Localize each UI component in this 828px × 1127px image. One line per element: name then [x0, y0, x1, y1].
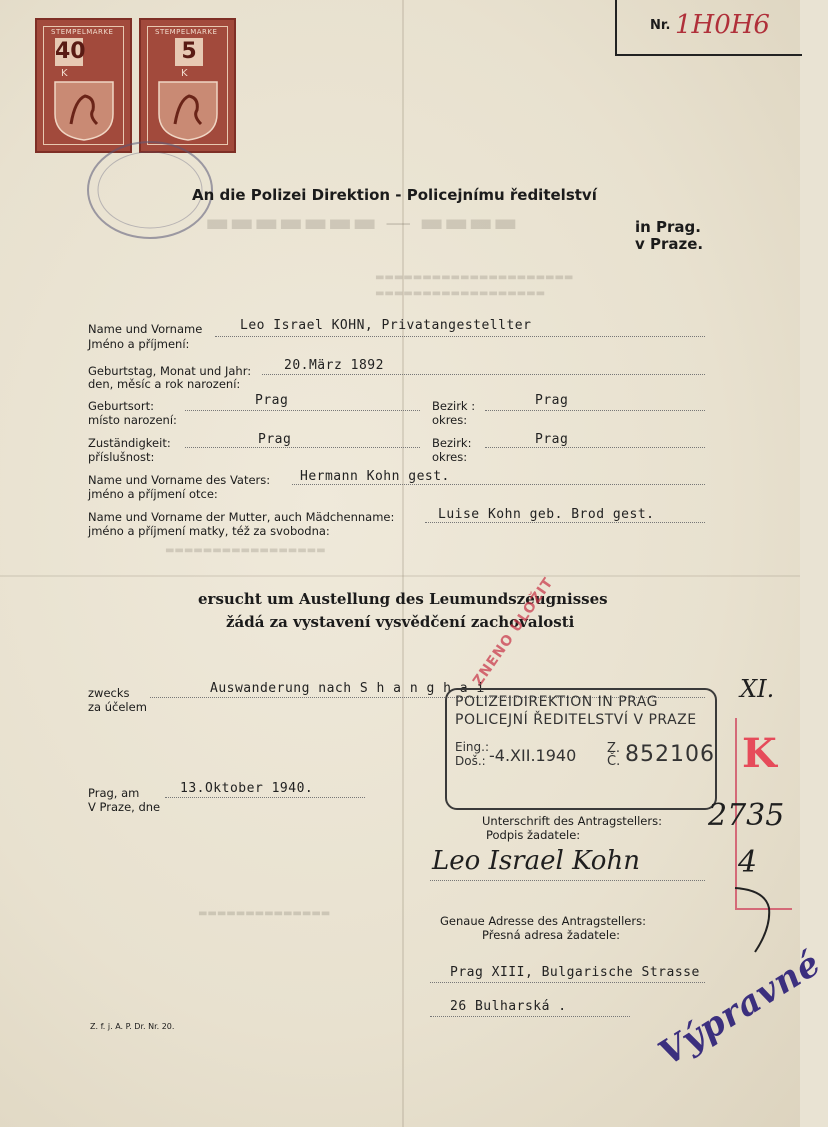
- signature-label-de: Unterschrift des Antragstellers:: [482, 814, 662, 828]
- birthplace-district-label-cs: okres:: [432, 413, 468, 427]
- date-line: [165, 797, 365, 798]
- police-stamp-number: 852106: [625, 742, 715, 767]
- revenue-stamp-40: [35, 18, 132, 153]
- stamp-value: 5: [175, 38, 203, 66]
- fold-line-horizontal: [0, 575, 800, 577]
- birthdate-label-cs: den, měsíc a rok narození:: [88, 377, 241, 391]
- signature-line: [430, 880, 705, 881]
- date-label-cs: V Praze, dne: [88, 800, 161, 814]
- city-de: in Prag.: [635, 218, 701, 236]
- number-label: Nr.: [650, 18, 671, 33]
- domicile-value: Prag: [258, 432, 292, 447]
- bleed-through-text: ▬▬▬▬ — ▬▬▬▬▬▬▬: [205, 208, 518, 238]
- birthplace-district-line: [485, 410, 705, 411]
- red-diagonal-stamp: ZNENO ULOŽIT: [470, 574, 557, 690]
- stamp-header: STEMPELMARKE: [51, 28, 114, 36]
- father-value: Hermann Kohn gest.: [300, 469, 450, 484]
- handwritten-hook-mark: [725, 880, 795, 960]
- form-code: Z. f. j. A. P. Dr. Nr. 20.: [90, 1022, 175, 1031]
- address-value-2: 26 Bulharská .: [450, 999, 567, 1014]
- birthplace-district-label-de: Bezirk :: [432, 399, 476, 413]
- lion-shield-icon: [51, 80, 117, 142]
- bleed-through-text: ▬▬▬▬▬▬▬▬▬▬▬▬▬▬: [198, 908, 331, 919]
- mother-label-cs: jméno a příjmení matky, též za svobodna:: [88, 524, 330, 538]
- mother-value: Luise Kohn geb. Brod gest.: [438, 507, 655, 522]
- domicile-district-value: Prag: [535, 432, 569, 447]
- request-line-de: ersucht um Austellung des Leumundszeugnisses: [198, 590, 608, 608]
- address-line-2: [430, 1016, 630, 1017]
- eing-label: Eing.:: [455, 740, 489, 754]
- signature-label-cs: Podpis žadatele:: [486, 828, 581, 842]
- name-value: Leo Israel KOHN, Privatangestellter: [240, 318, 532, 333]
- mother-line: [425, 522, 705, 523]
- birthdate-value: 20.März 1892: [284, 358, 384, 373]
- fold-line-vertical: [402, 0, 404, 1127]
- date-label-de: Prag, am: [88, 786, 140, 800]
- father-label-cs: jméno a příjmení otce:: [88, 487, 218, 501]
- birthplace-district-value: Prag: [535, 393, 569, 408]
- date-value: 13.Oktober 1940.: [180, 781, 314, 796]
- domicile-line: [185, 447, 420, 448]
- name-label-de: Name und Vorname: [88, 322, 203, 336]
- address-label-de: Genaue Adresse des Antragstellers:: [440, 914, 646, 928]
- name-line: [215, 336, 705, 337]
- police-stamp-date: -4.XII.1940: [489, 746, 577, 765]
- police-stamp-line2: POLICEJNÍ ŘEDITELSTVÍ V PRAZE: [455, 712, 697, 728]
- purpose-value: Auswanderung nach S h a n g h a i: [210, 681, 485, 696]
- c-label: Č.: [607, 754, 621, 769]
- domicile-district-label-de: Bezirk:: [432, 436, 472, 450]
- address-label-cs: Přesná adresa žadatele:: [482, 928, 621, 942]
- lion-shield-icon: [155, 80, 221, 142]
- mother-label-de: Name und Vorname der Mutter, auch Mädchenname:: [88, 510, 395, 524]
- z-label: Z.: [607, 741, 621, 756]
- bleed-through-text: ▬▬▬▬▬▬▬▬▬▬▬▬▬▬▬▬▬: [165, 545, 326, 556]
- police-receipt-stamp: [445, 688, 717, 810]
- domicile-district-line: [485, 447, 705, 448]
- domicile-label-cs: příslušnost:: [88, 450, 155, 464]
- address-value-1: Prag XIII, Bulgarische Strasse: [450, 965, 700, 980]
- handwritten-xi: XI.: [740, 675, 775, 703]
- stamp-value: 40: [55, 39, 86, 64]
- father-label-de: Name und Vorname des Vaters:: [88, 473, 271, 487]
- handwritten-2735: 2735: [708, 798, 785, 833]
- city-cs: v Praze.: [635, 235, 704, 253]
- stamp-unit: K: [61, 68, 68, 79]
- dos-label: Doš.:: [455, 754, 486, 768]
- birthdate-line: [262, 374, 705, 375]
- purpose-label-de: zwecks: [88, 686, 130, 700]
- request-line-cs: žádá za vystavení vysvědčení zachovalosti: [226, 613, 575, 631]
- bleed-through-text: ▬▬▬▬▬▬▬▬▬▬▬▬▬▬▬▬▬▬▬▬▬: [375, 272, 574, 283]
- stamp-header: STEMPELMARKE: [155, 28, 218, 36]
- father-line: [292, 484, 705, 485]
- revenue-stamp-5: [139, 18, 236, 153]
- birthdate-label-de: Geburtstag, Monat und Jahr:: [88, 364, 252, 378]
- bleed-through-text: ▬▬▬▬▬▬▬▬▬▬▬▬▬▬▬▬▬▬: [375, 288, 546, 299]
- birthplace-label-de: Geburtsort:: [88, 399, 154, 413]
- birthplace-value: Prag: [255, 393, 289, 408]
- signature-value: Leo Israel Kohn: [432, 846, 640, 876]
- birthplace-label-cs: místo narození:: [88, 413, 177, 427]
- birthplace-line: [185, 410, 420, 411]
- name-label-cs: Jméno a příjmení:: [88, 337, 190, 351]
- purpose-label-cs: za účelem: [88, 700, 147, 714]
- domicile-label-de: Zuständigkeit:: [88, 436, 171, 450]
- stamp-unit: K: [181, 68, 188, 79]
- handwritten-4: 4: [738, 845, 758, 880]
- addressee-heading: An die Polizei Direktion - Policejnímu ředitelství: [192, 186, 597, 204]
- address-line-1: [430, 982, 705, 983]
- police-stamp-zc: [607, 742, 620, 768]
- domicile-district-label-cs: okres:: [432, 450, 468, 464]
- police-stamp-eing: [455, 740, 489, 768]
- k-letter: K: [742, 730, 777, 777]
- number-value: 1H0H6: [675, 10, 770, 40]
- police-stamp-line1: POLIZEIDIREKTION IN PRAG: [455, 694, 658, 710]
- purple-stamp: Výpravné: [652, 943, 828, 1074]
